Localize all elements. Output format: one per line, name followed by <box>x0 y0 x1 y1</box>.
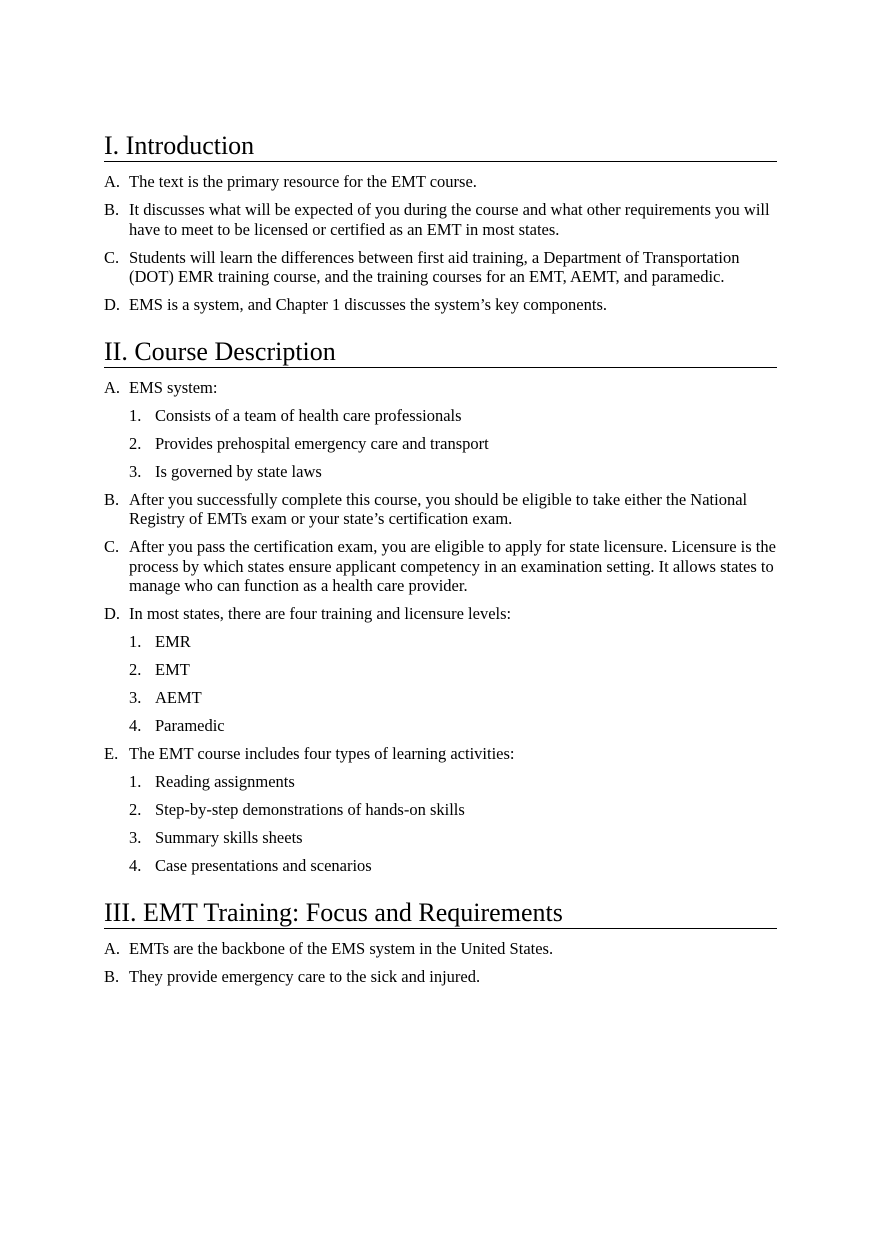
sub-item <box>129 828 777 848</box>
sub-list <box>129 772 777 876</box>
item-marker: C. <box>104 247 120 267</box>
sub-marker: 1. <box>129 772 142 791</box>
sub-marker: 1. <box>129 632 142 651</box>
sub-marker: 2. <box>129 800 142 819</box>
outline-content <box>104 131 777 995</box>
sub-list <box>129 632 777 736</box>
item-text: In most states, there are four training and licensure levels: <box>129 604 512 623</box>
sub-marker: 3. <box>129 828 142 847</box>
sub-marker: 1. <box>129 405 142 425</box>
sub-item <box>129 434 777 454</box>
outline-item <box>104 378 777 398</box>
sub-item <box>129 800 777 820</box>
sub-item <box>129 772 777 792</box>
item-text: It discusses what will be expected of you during the course and what other requirements you will have to meet to be licensed or certified as an EMT in most states. <box>129 200 770 239</box>
sub-text: EMT <box>155 660 190 679</box>
section-emt-training <box>104 898 777 987</box>
sub-text: Summary skills sheets <box>155 828 303 847</box>
item-text: The text is the primary resource for the EMT course. <box>129 172 477 191</box>
sub-text: Step-by-step demonstrations of hands-on skills <box>155 800 465 819</box>
item-marker: B. <box>104 966 120 986</box>
outline-item <box>104 172 777 192</box>
outline-item <box>104 939 777 959</box>
item-marker: A. <box>104 938 121 958</box>
item-text: After you successfully complete this course, you should be eligible to take either the National Registry of EMTs exam or your state’s certification exam. <box>129 489 748 528</box>
item-marker: C. <box>104 537 120 556</box>
outline-item <box>104 295 777 315</box>
outline-item <box>104 200 777 239</box>
sub-text: Is governed by state laws <box>155 461 322 481</box>
section-heading: I. Introduction <box>104 131 777 162</box>
item-marker: A. <box>104 377 121 397</box>
sub-text: EMR <box>155 632 191 651</box>
section-heading: III. EMT Training: Focus and Requirements <box>104 898 777 929</box>
item-text: EMS is a system, and Chapter 1 discusses the system’s key components. <box>129 295 607 314</box>
outline-item <box>104 604 777 624</box>
sub-list <box>129 406 777 482</box>
sub-item <box>129 462 777 482</box>
sub-text: Reading assignments <box>155 772 295 791</box>
section-introduction <box>104 131 777 315</box>
item-text: After you pass the certification exam, you are eligible to apply for state licensure. Licensure is the process by which states ensure applicant competency in an examination setting. It allows states to manage who can function as a health care provider. <box>129 537 776 595</box>
outline-item <box>104 537 777 596</box>
sub-item <box>129 716 777 736</box>
item-marker: B. <box>104 200 120 219</box>
outline-item <box>104 744 777 764</box>
item-text: Students will learn the differences between first aid training, a Department of Transportation (DOT) EMR training course, and the training courses for an EMT, AEMT, and paramedic. <box>129 247 740 286</box>
sub-marker: 3. <box>129 688 142 707</box>
section-heading: II. Course Description <box>104 337 777 368</box>
sub-marker: 4. <box>129 856 142 875</box>
item-text: EMTs are the backbone of the EMS system in the United States. <box>129 938 554 958</box>
sub-text: Provides prehospital emergency care and transport <box>155 433 489 453</box>
item-marker: D. <box>104 295 121 314</box>
item-text: They provide emergency care to the sick and injured. <box>129 966 481 986</box>
item-text: The EMT course includes four types of learning activities: <box>129 744 515 763</box>
sub-marker: 2. <box>129 660 142 679</box>
outline-item <box>104 490 777 529</box>
sub-item <box>129 688 777 708</box>
item-marker: E. <box>104 744 119 763</box>
sub-item <box>129 856 777 876</box>
sub-marker: 3. <box>129 461 142 481</box>
sub-text: Consists of a team of health care professionals <box>155 405 462 425</box>
sub-text: Case presentations and scenarios <box>155 856 372 875</box>
sub-item <box>129 406 777 426</box>
sub-item <box>129 660 777 680</box>
sub-text: AEMT <box>155 688 202 707</box>
sub-marker: 4. <box>129 716 142 735</box>
sub-text: Paramedic <box>155 716 225 735</box>
item-marker: B. <box>104 489 120 509</box>
sub-marker: 2. <box>129 433 142 453</box>
outline-item <box>104 967 777 987</box>
item-marker: D. <box>104 604 121 623</box>
item-marker: A. <box>104 172 121 191</box>
section-course-description <box>104 337 777 876</box>
outline-item <box>104 248 777 287</box>
item-text: EMS system: <box>129 377 218 397</box>
sub-item <box>129 632 777 652</box>
